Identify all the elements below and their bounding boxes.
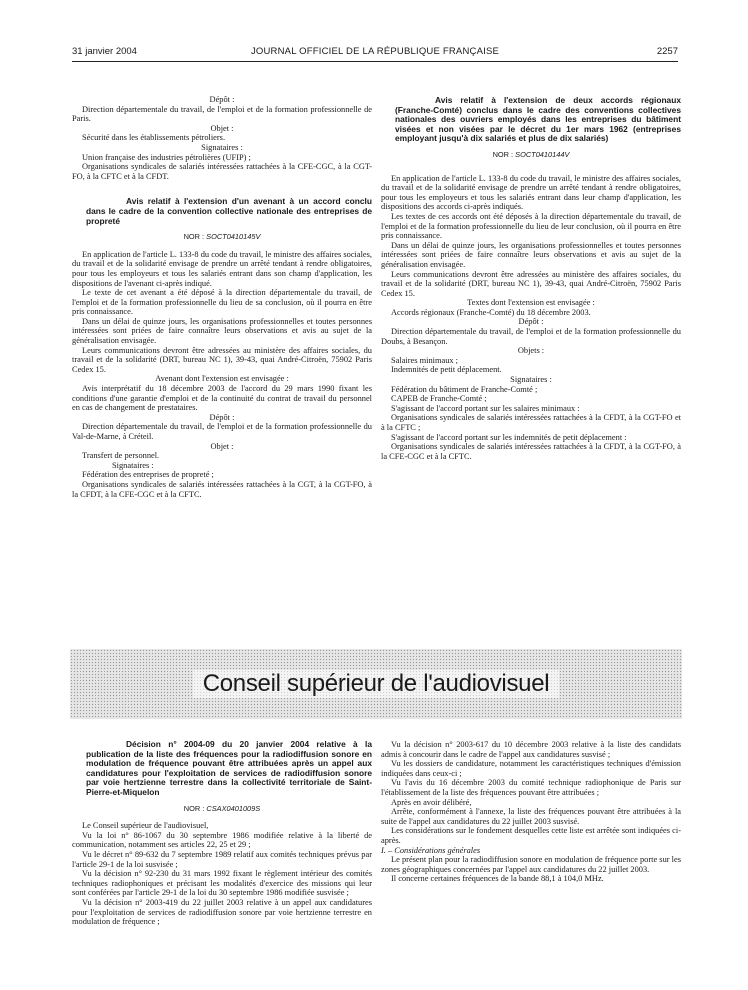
paragraph: Leurs communications devront être adressées au ministère des affaires sociales, du travail et de la solidarité (DRT, bureau NC 1), 39-43, quai André-Citroën, 75902 Paris Cedex 15. [381, 269, 681, 298]
label-objet: Objet : [210, 123, 234, 133]
section-heading: I. – Considérations générales [381, 845, 481, 855]
paragraph: S'agissant de l'accord portant sur les salaires minimaux : [391, 403, 580, 413]
paragraph: S'agissant de l'accord portant sur les indemnités de petit déplacement : [391, 432, 627, 442]
paragraph: Avis interprétatif du 18 décembre 2003 de l'accord du 29 mars 1990 fixant les conditions d'une garantie d'emploi et de la continuité du contrat de travail du personnel en cas de changement de prestataires. [72, 384, 372, 413]
paragraph: Union française des industries pétrolières (UFIP) ; [82, 152, 251, 162]
column-bottom-right [381, 740, 681, 884]
nor-reference: NOR : SOCT0410144V [492, 149, 570, 159]
paragraph: Fédération du bâtiment de Franche-Comté ; [391, 384, 538, 394]
paragraph: Vu la décision n° 2003-617 du 10 décembre 2003 relative à la liste des candidats admis à concourir dans le cadre de l'appel aux candidatures susvisé ; [381, 740, 681, 759]
header-page-number: 2257 [656, 46, 678, 57]
column-bottom-left [72, 740, 372, 927]
paragraph: Vu le décret n° 89-632 du 7 septembre 1989 relatif aux comités techniques prévus par l'article 29-1 de la loi susvisée ; [72, 849, 372, 869]
label-signataires: Signataires : [510, 375, 552, 385]
page-header [72, 46, 678, 60]
label-objets: Objets : [517, 346, 545, 356]
label-objet: Objet : [210, 441, 234, 451]
label-avenant: Avenant dont l'extension est envisagée : [155, 374, 289, 384]
label-signataires: Signataires : [201, 142, 243, 152]
paragraph: Vu la décision n° 92-230 du 31 mars 1992 fixant le règlement intérieur des comités techniques radiophoniques et précisant les modalités d'exercice des missions qui leur sont conférées par l'article 29-1 de la loi du 30 septembre 1986 modifiée susvisée ; [72, 869, 372, 898]
paragraph: Direction départementale du travail, de l'emploi et de la formation professionnelle de Paris. [72, 104, 372, 124]
paragraph: Il concerne certaines fréquences de la bande 88,1 à 104,0 MHz. [391, 874, 604, 884]
label-signataires: Signataires : [112, 460, 154, 470]
label-depot: Dépôt : [209, 412, 235, 422]
label-depot: Dépôt : [209, 95, 235, 104]
paragraph: Direction départementale du travail, de l'emploi et de la formation professionnelle du Doubs, à Besançon. [381, 327, 681, 346]
decision-title: Décision n° 2004-09 du 20 janvier 2004 relative à la publication de la liste des fréquences pour la radiodiffusion sonore en modulation de fréquence pouvant être attribuées après un appel aux candidatures pour l'exploitation de services de radiodiffusion sonore par voie hertzienne terrestre dans la collectivité territoriale de Saint-Pierre-et-Miquelon [86, 739, 372, 797]
paragraph: Le texte de cet avenant a été déposé à la direction départementale du travail, de l'emploi et de la formation professionnelle du lieu de sa conclusion, où il pourra en être pris connaissance. [72, 288, 372, 317]
paragraph: Fédération des entreprises de propreté ; [82, 470, 214, 480]
paragraph: Vu les dossiers de candidature, notamment les caractéristiques techniques d'émission indiquées dans ceux-ci ; [381, 759, 681, 778]
header-rule [72, 61, 678, 62]
paragraph: Organisations syndicales de salariés intéressées rattachées à la CGT, à la CGT-FO, à la CFDT, à la CFE-CGC et à la CFTC. [72, 479, 372, 499]
notice-title: Avis relatif à l'extension d'un avenant à un accord conclu dans le cadre de la convention collective nationale des entreprises de propreté [86, 196, 372, 226]
paragraph: Dans un délai de quinze jours, les organisations professionnelles et toutes personnes intéressées sont priées de faire connaître leurs observations et avis au sujet de la généralisation envisagée. [381, 240, 681, 269]
paragraph: Arrête, conformément à l'annexe, la liste des fréquences pouvant être attribuées à la suite de l'appel aux candidatures du 22 juillet 2003 susvisé. [381, 807, 681, 826]
banner-title: Conseil supérieur de l'audiovisuel [193, 670, 560, 698]
nor-reference: NOR : SOCT0410145V [183, 232, 261, 242]
paragraph: Organisations syndicales de salariés intéressées rattachées à la CFE-CGC, à la CGT-FO, à la CFTC et à la CFDT. [72, 162, 372, 181]
paragraph: Les textes de ces accords ont été déposés à la direction départementale du travail, de l'emploi et de la formation professionnelle du lieu de leur conclusion, où il pourra en être pris connaissance. [381, 211, 681, 241]
column-top-right [381, 96, 681, 461]
paragraph: Transfert de personnel. [82, 451, 160, 461]
paragraph: Après en avoir délibéré, [391, 797, 472, 807]
paragraph: Direction départementale du travail, de l'emploi et de la formation professionnelle du Val-de-Marne, à Créteil. [72, 422, 372, 441]
paragraph: Vu l'avis du 16 décembre 2003 du comité technique radiophonique de Paris sur l'établissement de la liste des fréquences pouvant être attribuées ; [381, 778, 681, 797]
paragraph: Organisations syndicales de salariés intéressées rattachées à la CFDT, à la CGT-FO et à la CFTC ; [381, 413, 681, 432]
label-textes: Textes dont l'extension est envisagée : [467, 298, 595, 308]
header-date: 31 janvier 2004 [72, 46, 137, 57]
paragraph: Salaires minimaux ; [391, 355, 458, 365]
paragraph: En application de l'article L. 133-8 du code du travail, le ministre des affaires sociales, du travail et de la solidarité envisage de prendre un arrêté tendant à rendre obligatoires, pour tous les employeurs et tous les salariés entrant dans leur champ d'application, les dispositions des accords ci-après indiqués. [381, 173, 681, 212]
paragraph: Leurs communications devront être adressées au ministère des affaires sociales, du travail et de la solidarité (DRT, bureau NC 1), 39-43, quai André-Citroën, 75902 Paris Cedex 15. [72, 345, 372, 374]
paragraph: Vu la loi n° 86-1067 du 30 septembre 1986 modifiée relative à la liberté de communication, notamment ses articles 22, 25 et 29 ; [72, 830, 372, 850]
paragraph: Le présent plan pour la radiodiffusion sonore en modulation de fréquence porte sur les zones géographiques concernées par l'appel aux candidatures du 22 juillet 2003. [381, 855, 681, 874]
paragraph: Les considérations sur le fondement desquelles cette liste est arrêtée sont indiquées ci-après. [381, 826, 681, 845]
notice-title: Avis relatif à l'extension de deux accords régionaux (Franche-Comté) conclus dans le cadre des conventions collectives nationales des ouvriers employés dans les entreprises du bâtiment visées et non visées par le décret du 1er mars 1962 (entreprises employant jusqu'à dix salariés et plus de dix salariés) [395, 95, 681, 144]
paragraph: Le Conseil supérieur de l'audiovisuel, [82, 821, 209, 831]
header-journal-title: JOURNAL OFFICIEL DE LA RÉPUBLIQUE FRANÇAISE [250, 46, 500, 57]
paragraph: Dans un délai de quinze jours, les organisations professionnelles et toutes personnes intéressées sont priées de faire connaître leurs observations et avis au sujet de la généralisation envisagée. [72, 316, 372, 346]
paragraph: Accords régionaux (Franche-Comté) du 18 décembre 2003. [391, 307, 591, 317]
paragraph: Sécurité dans les établissements pétroliers. [82, 133, 226, 143]
nor-reference: NOR : CSAX0401009S [183, 803, 261, 813]
label-depot: Dépôt : [518, 317, 544, 327]
column-top-left [72, 95, 372, 499]
paragraph: Indemnités de petit déplacement. [391, 365, 502, 375]
paragraph: Vu la décision n° 2003-419 du 22 juillet 2003 relative à un appel aux candidatures pour l'exploitation de services de radiodiffusion sonore par voie hertzienne terrestre en modulation de fréquence ; [72, 897, 372, 927]
paragraph: Organisations syndicales de salariés intéressées rattachées à la CFDT, à la CGT-FO, à la CFE-CGC et à la CFTC. [381, 442, 681, 461]
paragraph: En application de l'article L. 133-8 du code du travail, le ministre des affaires sociales, du travail et de la solidarité envisage de prendre un arrêté tendant à rendre obligatoires, pour tous les employeurs et tous les salariés entrant dans son champ d'application, les dispositions de l'avenant ci-après indiqué. [72, 249, 372, 288]
paragraph: CAPEB de Franche-Comté ; [391, 394, 487, 404]
section-banner [70, 649, 682, 719]
